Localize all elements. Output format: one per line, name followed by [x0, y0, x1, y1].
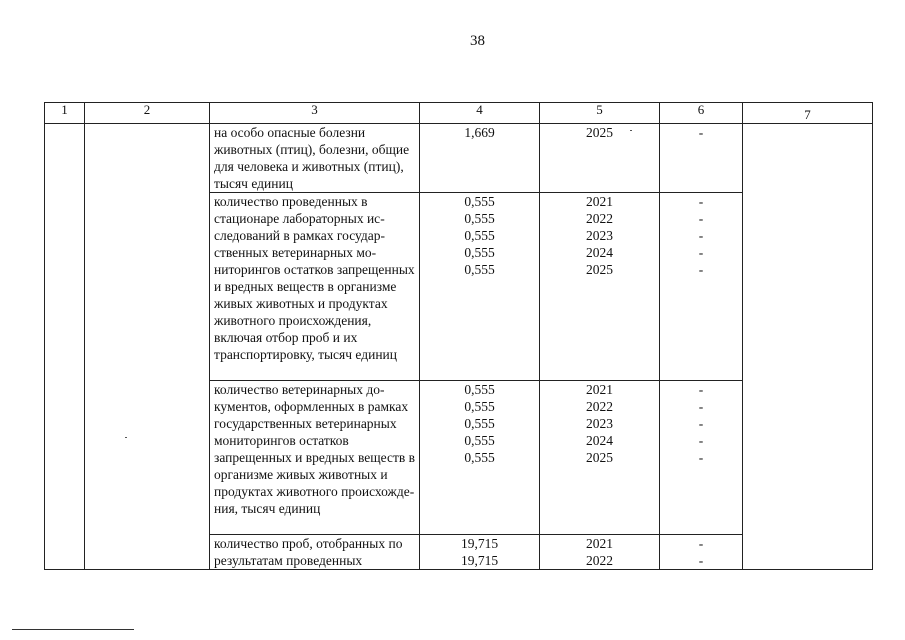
dash: -	[698, 399, 704, 414]
year: 2025	[586, 450, 613, 465]
year: 2025	[586, 262, 613, 277]
year: 2023	[586, 416, 613, 431]
indicator-years	[540, 535, 660, 570]
year: 2021	[586, 382, 613, 397]
value: 19,715	[460, 553, 499, 568]
year: 2023	[586, 228, 613, 243]
year: 2021	[586, 194, 613, 209]
dash: -	[698, 450, 704, 465]
year: 2021	[586, 536, 613, 551]
indicator-col6	[660, 193, 743, 381]
value: 1,669	[464, 125, 495, 140]
indicator-description: количество проб, отобранных по результатам проведенных	[210, 535, 420, 570]
indicator-years	[540, 193, 660, 381]
value: 0,555	[464, 245, 495, 260]
header-cell-1: 1	[45, 103, 85, 124]
col1-cell	[45, 124, 85, 570]
value: 19,715	[460, 536, 499, 551]
dash: -	[698, 245, 704, 260]
indicator-description: на особо опасные болезни животных (птиц), болезни, общие для человека и животных (птиц), тысяч единиц	[210, 124, 420, 193]
dash: -	[698, 228, 704, 243]
table-row	[45, 124, 873, 193]
dash: -	[698, 416, 704, 431]
value: 0,555	[464, 433, 495, 448]
dash: -	[698, 433, 704, 448]
dash: -	[698, 194, 704, 209]
header-cell-2: 2	[85, 103, 210, 124]
dash: -	[698, 262, 704, 277]
dash: -	[698, 536, 704, 551]
indicator-col6	[660, 535, 743, 570]
indicator-years	[540, 381, 660, 535]
indicators-table	[44, 102, 873, 570]
indicator-description: количество ветеринарных документов, оформленных в рамках государственных ветеринарных мониторингов остатков запрещенных и вредных веществ в организме живых животных и продуктах животного происхождения, тысяч единиц	[210, 381, 420, 535]
indicator-values	[420, 381, 540, 535]
header-row	[45, 103, 873, 124]
footnote-rule	[12, 629, 134, 630]
indicator-col6	[660, 124, 743, 193]
year: 2024	[586, 433, 613, 448]
indicator-values	[420, 193, 540, 381]
page-number: 38	[470, 33, 485, 49]
indicator-col6	[660, 381, 743, 535]
dash: -	[698, 125, 704, 140]
header-cell-4: 4	[420, 103, 540, 124]
indicator-values	[420, 535, 540, 570]
indicator-years	[540, 124, 660, 193]
dash: -	[698, 211, 704, 226]
col7-cell	[743, 124, 873, 570]
value: 0,555	[464, 382, 495, 397]
col2-cell	[85, 124, 210, 570]
year: 2024	[586, 245, 613, 260]
value: 0,555	[464, 211, 495, 226]
indicator-description: количество проведенных в стационаре лабораторных исследований в рамках государственных ветеринарных мониторингов остатков запрещенных и вредных веществ в организме живых животных и продуктах животного происхождения, включая отбор проб и их транспортировку, тысяч единиц	[210, 193, 420, 381]
value: 0,555	[464, 194, 495, 209]
dash: -	[698, 382, 704, 397]
year: 2025	[586, 125, 613, 140]
value: 0,555	[464, 399, 495, 414]
value: 0,555	[464, 450, 495, 465]
value: 0,555	[464, 228, 495, 243]
dash: -	[698, 553, 704, 568]
header-cell-3: 3	[210, 103, 420, 124]
value: 0,555	[464, 262, 495, 277]
header-cell-6: 6	[660, 103, 743, 124]
year: 2022	[586, 399, 613, 414]
year: 2022	[586, 553, 613, 568]
scan-speck	[630, 130, 632, 131]
value: 0,555	[464, 416, 495, 431]
header-cell-7: 7	[743, 103, 873, 124]
header-cell-5: 5	[540, 103, 660, 124]
year: 2022	[586, 211, 613, 226]
indicator-values	[420, 124, 540, 193]
scan-speck	[125, 437, 127, 438]
